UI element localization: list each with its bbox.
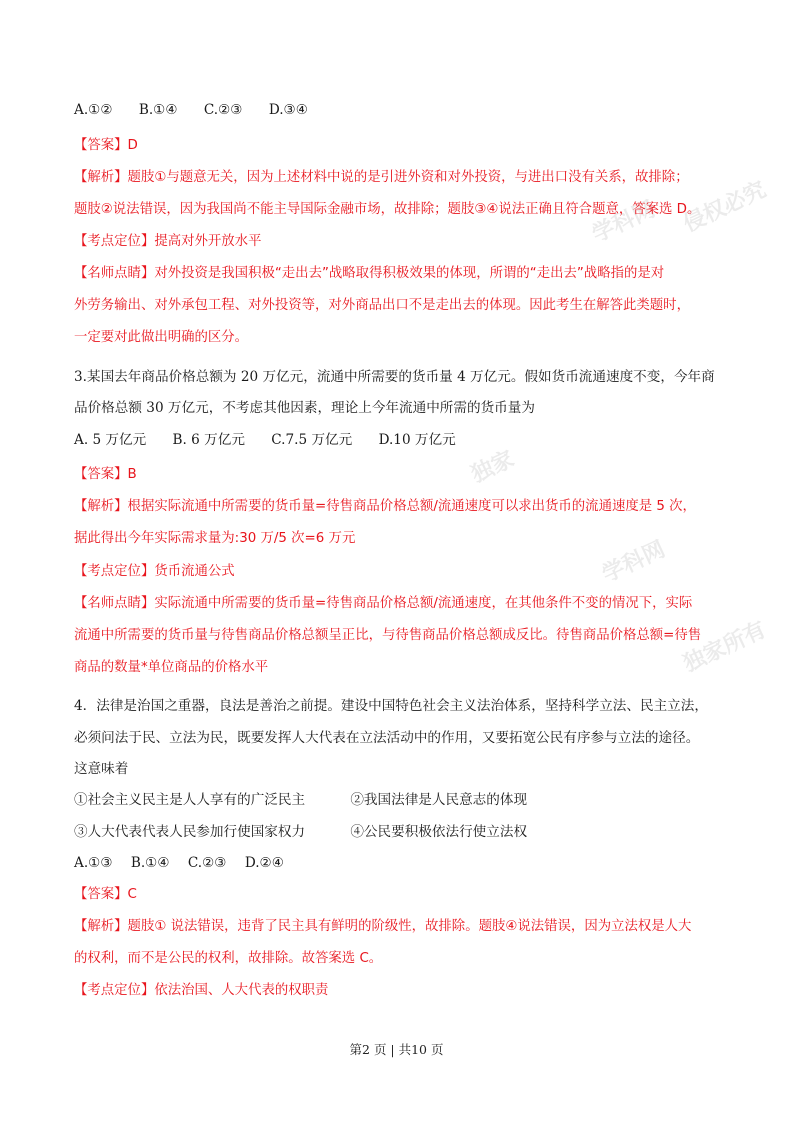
q2-comment-line: 一定要对此做出明确的区分。 [74, 330, 249, 345]
watermark: 学科网 [588, 197, 660, 248]
q4-stem-line: 4．法律是治国之重器，良法是善治之前提。建设中国特色社会主义法治体系，坚持科学立法、民主立法， [74, 698, 708, 714]
option-d: D.10 万亿元 [378, 432, 456, 448]
q3-stem-line: 3.某国去年商品价格总额为 20 万亿元，流通中所需要的货币量 4 万亿元。假如货币流通速度不变，今年商 [74, 369, 715, 385]
option-b: B.①④ [130, 855, 170, 871]
q3-comment-line: 商品的数量*单位商品的价格水平 [74, 660, 269, 675]
q2-comment-line: 【名师点睛】对外投资是我国积极“走出去”战略取得积极效果的体现，所谓的“走出去”战略指的是对 [74, 266, 665, 281]
q2-options [74, 100, 330, 120]
option-b: B.①④ [138, 102, 178, 118]
q4-analysis-line: 的权利，而不是公民的权利，故排除。故答案选 C。 [74, 951, 383, 966]
q2-point: 【考点定位】提高对外开放水平 [74, 234, 262, 249]
q3-stem-line: 品价格总额 30 万亿元，不考虑其他因素，理论上今年流通中所需的货币量为 [74, 400, 535, 416]
q4-statements-row [74, 822, 527, 842]
q3-point: 【考点定位】货币流通公式 [74, 564, 235, 579]
option-a: A.①② [74, 102, 113, 118]
watermark: 独家 [467, 446, 519, 488]
q4-options [74, 853, 298, 873]
q2-answer: 【答案】D [74, 138, 138, 153]
q4-stem-line: 必须问法于民、立法为民，既要发挥人大代表在立法活动中的作用，又要拓宽公民有序参与立法的途径。 [74, 730, 700, 746]
option-c: C.②③ [203, 102, 243, 118]
q3-analysis-line: 据此得出今年实际需求量为:30 万/5 次=6 万元 [74, 531, 356, 546]
q3-comment-line: 流通中所需要的货币量与待售商品价格总额呈正比，与待售商品价格总额成反比。待售商品价格总额=待售 [74, 628, 702, 643]
q4-answer: 【答案】C [74, 887, 137, 902]
statement-3: ③人大代表代表人民参加行使国家权力 [74, 824, 306, 840]
option-d: D.③④ [268, 102, 308, 118]
q3-comment-line: 【名师点睛】实际流通中所需要的货币量=待售商品价格总额/流通速度，在其他条件不变的情况下，实际 [74, 596, 693, 611]
option-c: C.7.5 万亿元 [271, 432, 353, 448]
q2-analysis-line: 题肢②说法错误，因为我国尚不能主导国际金融市场，故排除；题肢③④说法正确且符合题意，答案选 D。 [74, 202, 701, 217]
watermark: 学科网 [598, 537, 670, 588]
q3-analysis-line: 【解析】根据实际流通中所需要的货币量=待售商品价格总额/流通速度可以求出货币的流通速度是 5 次， [74, 499, 696, 514]
option-a: A. 5 万亿元 [74, 432, 147, 448]
watermark: 独家所有 [679, 617, 771, 678]
q2-comment-line: 外劳务输出、对外承包工程、对外投资等，对外商品出口不是走出去的体现。因此考生在解答此类题时， [74, 298, 690, 313]
option-c: C.②③ [187, 855, 227, 871]
watermark: 侵权必究 [679, 177, 771, 238]
option-d: D.②④ [244, 855, 284, 871]
q3-answer: 【答案】B [74, 467, 137, 482]
q4-point: 【考点定位】依法治国、人大代表的权职责 [74, 983, 329, 998]
q4-analysis-line: 【解析】题肢① 说法错误，违背了民主具有鲜明的阶级性，故排除。题肢④说法错误，因为立法权是人大 [74, 919, 692, 934]
statement-1: ①社会主义民主是人人享有的广泛民主 [74, 792, 306, 808]
q2-analysis-line: 【解析】题肢①与题意无关，因为上述材料中说的是引进外资和对外投资，与进出口没有关系，故排除； [74, 170, 689, 185]
statement-4: ④公民要积极依法行使立法权 [350, 824, 528, 840]
q4-stem-line: 这意味着 [74, 761, 129, 777]
option-b: B. 6 万亿元 [172, 432, 245, 448]
q3-options [74, 430, 478, 450]
option-a: A.①③ [74, 855, 113, 871]
q4-statements-row [74, 790, 527, 810]
page-footer: 第2 页 | 共10 页 [349, 1042, 444, 1057]
statement-2: ②我国法律是人民意志的体现 [350, 792, 528, 808]
